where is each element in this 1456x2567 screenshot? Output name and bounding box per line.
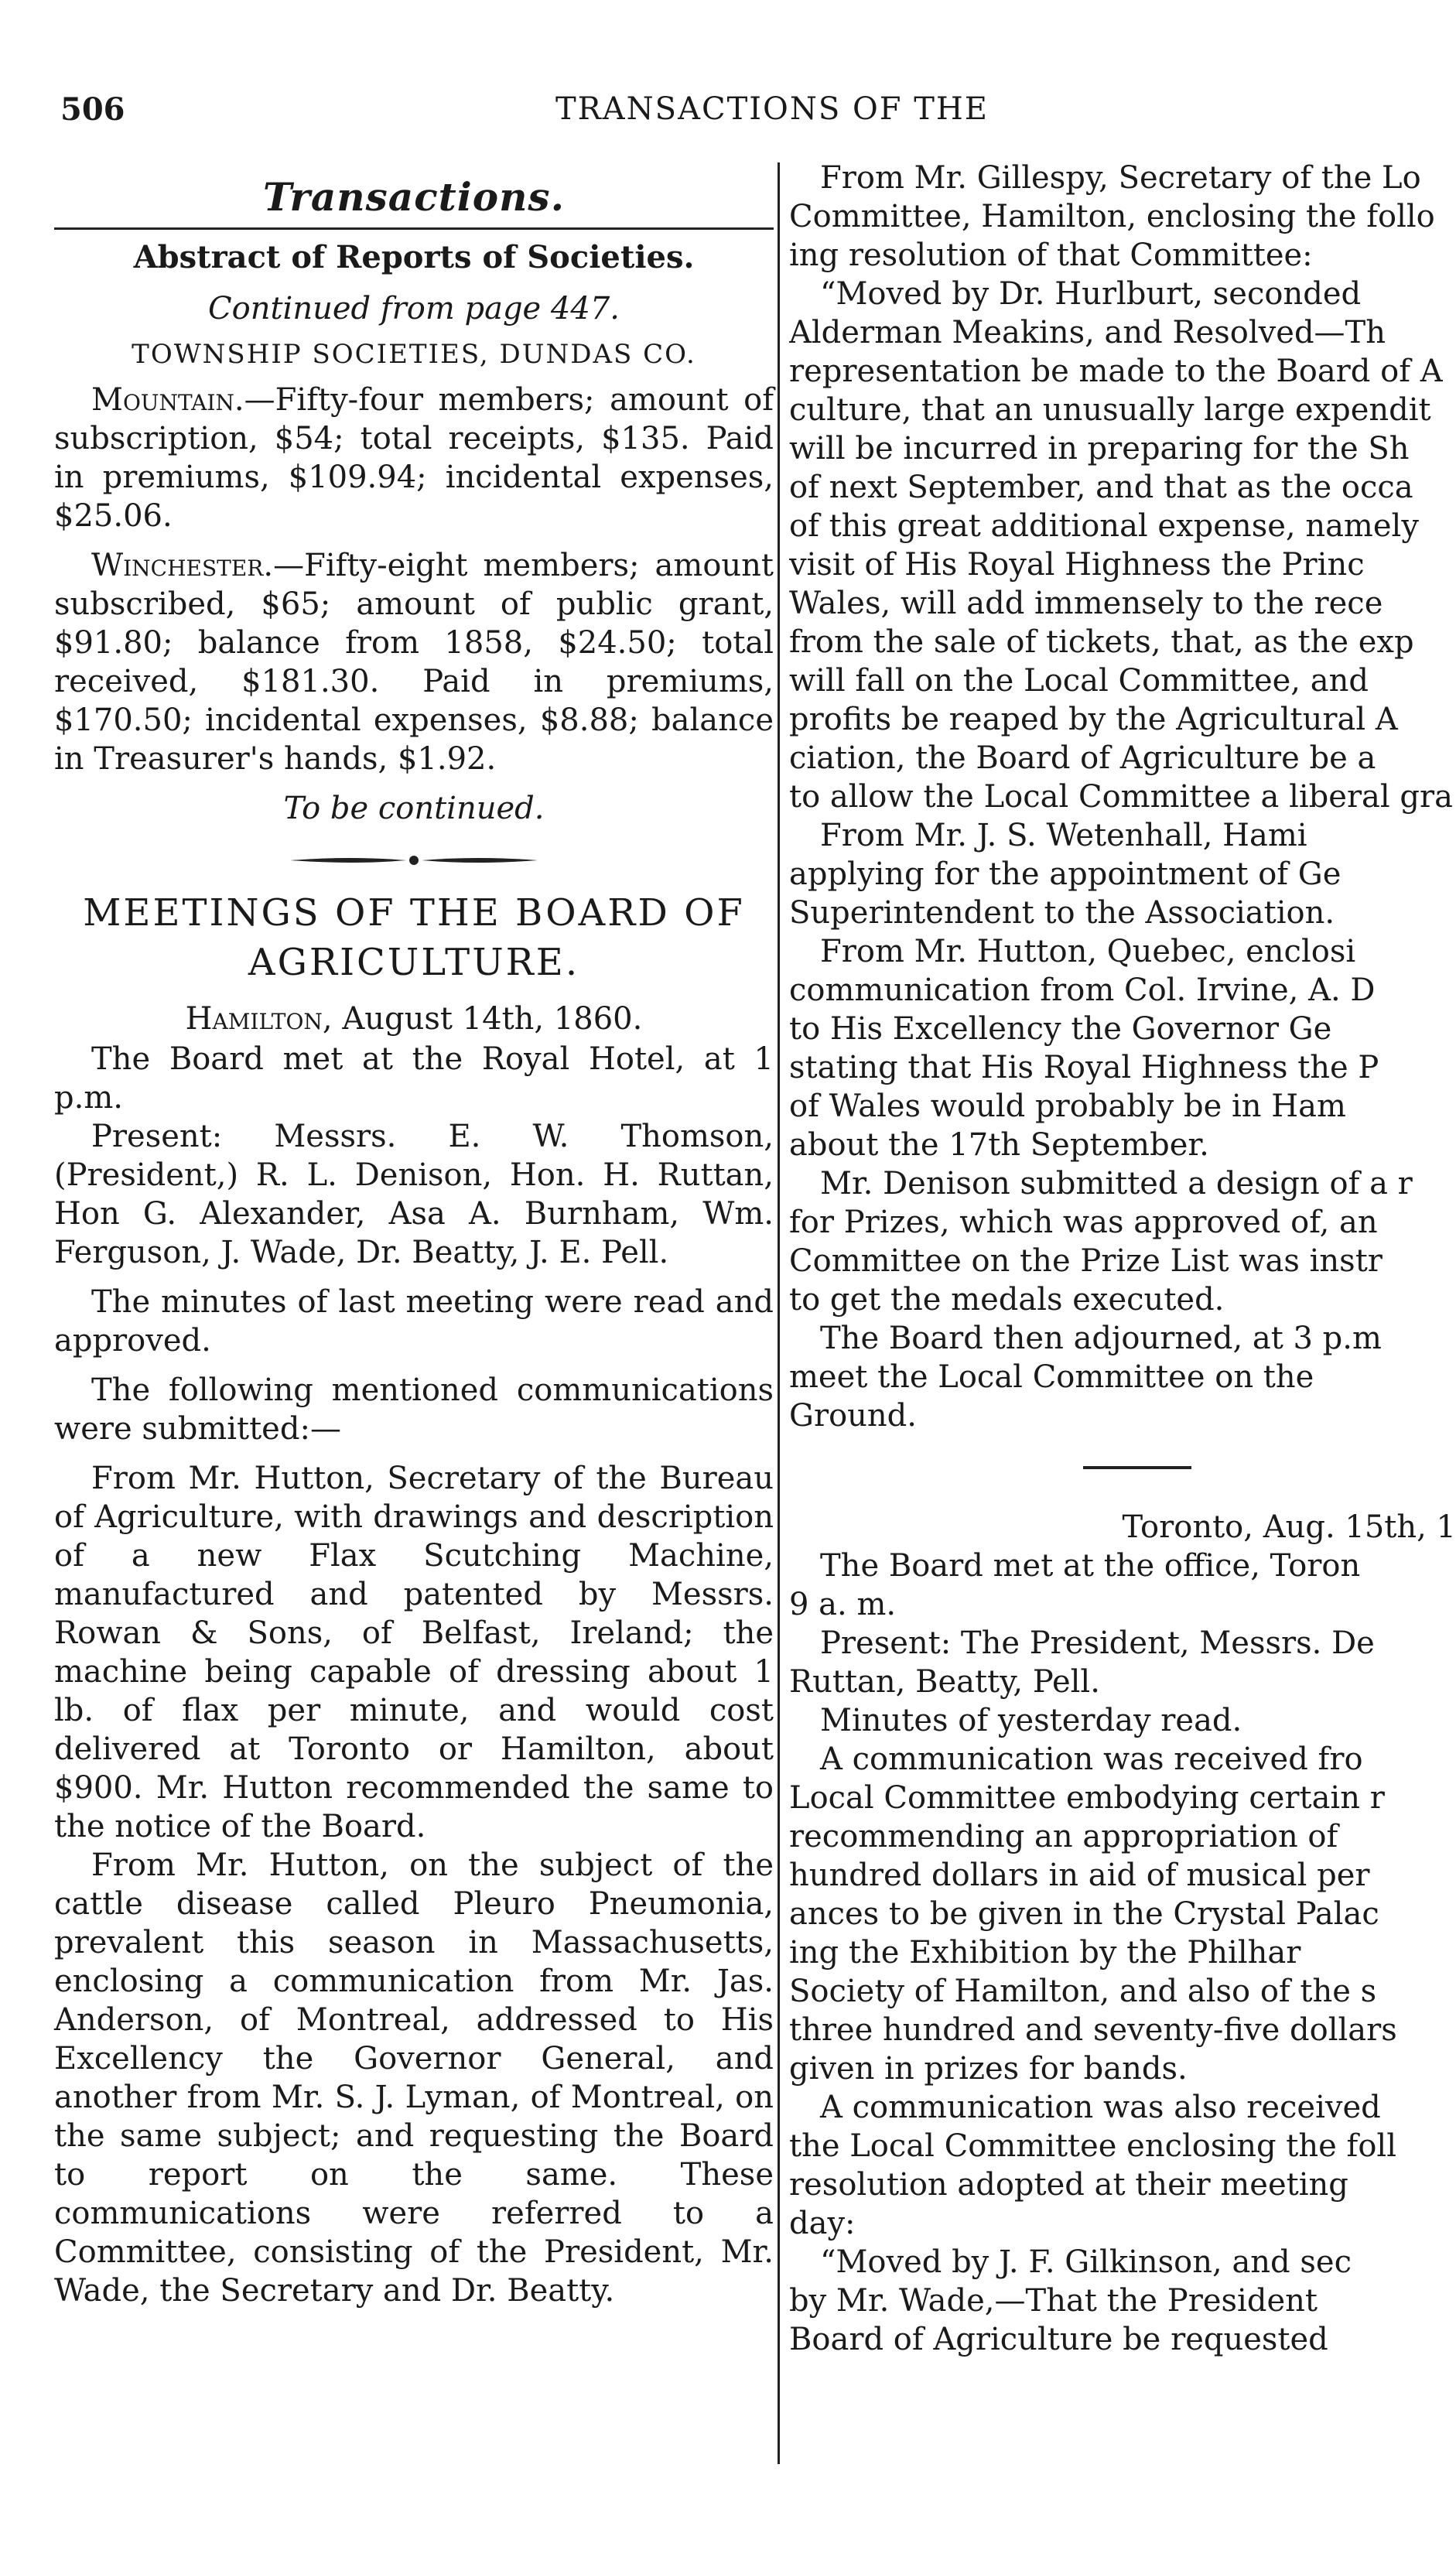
section-rule	[1083, 1466, 1191, 1469]
text-line: to get the medals executed.	[789, 1282, 1225, 1318]
text-line: Mr. Denison submitted a design of a r	[820, 1166, 1413, 1201]
text-line: Committee, Hamilton, enclosing the follo	[789, 199, 1435, 234]
text-line: Local Committee embodying certain r	[789, 1780, 1385, 1816]
winchester-report	[54, 546, 774, 778]
text-line: for Prizes, which was approved of, an	[789, 1205, 1378, 1240]
text-line: Ruttan, Beatty, Pell.	[789, 1664, 1100, 1700]
text-line: meet the Local Committee on the	[789, 1359, 1314, 1395]
left-column	[54, 159, 774, 2310]
text-line: ing the Exhibition by the Philhar	[789, 1935, 1301, 1971]
dateline-date: August 14th, 1860.	[332, 1001, 643, 1037]
text-line: applying for the appointment of Ge	[789, 856, 1342, 892]
text-line: From Mr. Gillespy, Secretary of the Lo	[820, 160, 1421, 196]
text-line: of Wales would probably be in Ham	[789, 1089, 1346, 1124]
winchester-text: —Fifty-eight members; amount subscribed, $65; amount of public grant, $91.80; balance from 1858, $24.50; total received, $181.30. Paid in premiums, $170.50; incidental expenses, $8.88; balance in Treasurer's hands, $1.92.	[54, 548, 774, 777]
continued-from: Continued from page 447.	[208, 291, 620, 326]
text-line: of next September, and that as the occa	[789, 470, 1413, 505]
text-line: of this great additional expense, namely	[789, 508, 1419, 544]
section-rule	[54, 227, 774, 230]
text-line: stating that His Royal Highness the P	[789, 1050, 1379, 1085]
paragraph: From Mr. Hutton, Secretary of the Bureau of Agriculture, with drawings and description of a new Flax Scutching Machine, manufactured and patented by Messrs. Rowan & Sons, of Belfast, Ireland; the machine being capable of dressing about 1 lb. of flax per minute, and would cost delivered at Toronto or Hamilton, about $900. Mr. Hutton recommended the same to the notice of the Board.	[54, 1461, 774, 1844]
text-line: resolution adopted at their meeting	[789, 2167, 1348, 2203]
right-column	[789, 159, 1456, 2359]
text-line: culture, that an unusually large expendit	[789, 392, 1431, 428]
section-title: Transactions.	[262, 174, 565, 220]
text-line: ciation, the Board of Agriculture be a	[789, 740, 1376, 776]
text-line: From Mr. Hutton, Quebec, enclosi	[820, 934, 1356, 969]
text-line: from the sale of tickets, that, as the exp	[789, 624, 1414, 660]
right-text-block-b	[789, 1547, 1456, 2359]
text-line: From Mr. J. S. Wetenhall, Hami	[820, 818, 1307, 853]
abstract-title: Abstract of Reports of Societies.	[133, 239, 695, 275]
text-line: to His Excellency the Governor Ge	[789, 1011, 1332, 1047]
text-line: Wales, will add immensely to the rece	[789, 586, 1383, 621]
county-heading: TOWNSHIP SOCIETIES, DUNDAS CO.	[132, 339, 696, 370]
page-header	[60, 91, 1391, 145]
text-line: the Local Committee enclosing the foll	[789, 2128, 1396, 2164]
text-line: visit of His Royal Highness the Princ	[789, 547, 1365, 583]
text-line: A communication was also received	[820, 2090, 1381, 2125]
mountain-text: —Fifty-four members; amount of subscription, $54; total receipts, $135. Paid in premiums, $109.94; incidental expenses, $25.06.	[54, 382, 774, 534]
page-number: 506	[60, 91, 125, 128]
winchester-name: Winchester.	[91, 548, 274, 583]
mountain-report	[54, 381, 774, 535]
mountain-name: Mountain.	[91, 382, 244, 418]
text-line: “Moved by Dr. Hurlburt, seconded	[820, 276, 1362, 312]
text-line: Alderman Meakins, and Resolved—Th	[789, 315, 1386, 350]
text-line: The Board met at the office, Toron	[820, 1548, 1361, 1584]
text-line: Board of Agriculture be requested	[789, 2322, 1328, 2357]
text-line: Present: The President, Messrs. De	[820, 1625, 1375, 1661]
text-line: recommending an appropriation of	[789, 1819, 1338, 1854]
text-line: ances to be given in the Crystal Palac	[789, 1896, 1379, 1932]
text-line: Committee on the Prize List was instr	[789, 1243, 1383, 1279]
meetings-title: MEETINGS OF THE BOARD OF AGRICULTURE.	[83, 891, 745, 984]
text-line: Society of Hamilton, and also of the s	[789, 1974, 1377, 2009]
text-line: given in prizes for bands.	[789, 2051, 1188, 2087]
text-line: Superintendent to the Association.	[789, 895, 1335, 931]
ornament-divider	[290, 854, 538, 866]
column-divider	[778, 162, 780, 2464]
text-line: will be incurred in preparing for the Sh	[789, 431, 1410, 467]
text-line: ing resolution of that Committee:	[789, 238, 1313, 273]
text-line: day:	[789, 2206, 856, 2241]
text-line: three hundred and seventy-five dollars	[789, 2012, 1397, 2048]
text-line: by Mr. Wade,—That the President	[789, 2283, 1318, 2319]
paragraph: The Board met at the Royal Hotel, at 1 p.m.	[54, 1041, 774, 1116]
text-line: profits be reaped by the Agricultural A	[789, 702, 1398, 737]
text-line: representation be made to the Board of A	[789, 354, 1443, 389]
text-line: about the 17th September.	[789, 1127, 1209, 1163]
text-line: communication from Col. Irvine, A. D	[789, 972, 1376, 1008]
text-line: will fall on the Local Committee, and	[789, 663, 1369, 699]
text-line: “Moved by J. F. Gilkinson, and sec	[820, 2244, 1352, 2280]
text-line: 9 a. m.	[789, 1587, 897, 1622]
dateline-place: Hamilton,	[185, 1001, 333, 1037]
toronto-dateline: Toronto, Aug. 15th, 1	[1122, 1509, 1456, 1545]
paragraph: The following mentioned communications were submitted:—	[54, 1372, 774, 1447]
paragraph: From Mr. Hutton, on the subject of the cattle disease called Pleuro Pneumonia, prevalent this season in Massachusetts, enclosing a communication from Mr. Jas. Anderson, of Montreal, addressed to His Excellency the Governor General, and another from Mr. S. J. Lyman, of Montreal, on the same subject; and requesting the Board to report on the same. These communications were referred to a Committee, consisting of the President, Mr. Wade, the Secretary and Dr. Beatty.	[54, 1847, 774, 2309]
text-line: Ground.	[789, 1398, 917, 1434]
text-line: A communication was received fro	[820, 1742, 1363, 1777]
paragraph: The minutes of last meeting were read and approved.	[54, 1284, 774, 1359]
text-line: Minutes of yesterday read.	[820, 1703, 1242, 1738]
text-line: hundred dollars in aid of musical per	[789, 1858, 1370, 1893]
text-line: to allow the Local Committee a liberal gra	[789, 779, 1453, 815]
hamilton-dateline	[54, 1001, 774, 1037]
to-be-continued: To be continued.	[283, 791, 545, 826]
running-title: TRANSACTIONS OF THE	[555, 91, 989, 127]
paragraph: Present: Messrs. E. W. Thomson, (President,) R. L. Denison, Hon. H. Ruttan, Hon G. Alexander, Asa A. Burnham, Wm. Ferguson, J. Wade, Dr. Beatty, J. E. Pell.	[54, 1119, 774, 1270]
text-line: The Board then adjourned, at 3 p.m	[820, 1321, 1382, 1356]
right-text-block-a	[789, 159, 1456, 1435]
